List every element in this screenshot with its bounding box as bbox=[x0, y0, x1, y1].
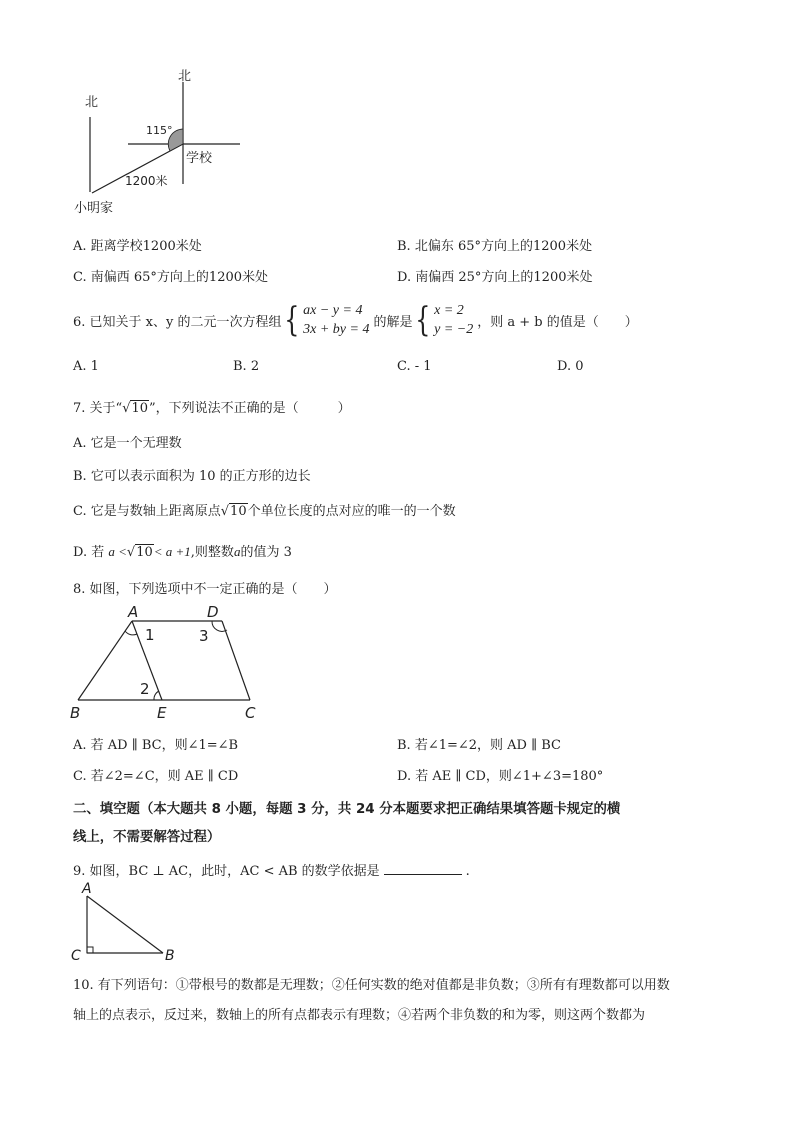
q7-option-a: A. 它是一个无理数 bbox=[73, 436, 182, 451]
q7-option-d-end: 的值为 3 bbox=[240, 545, 292, 560]
q6-brace-1: { bbox=[284, 300, 300, 340]
q7-suffix: ”，下列说法不正确的是（ ） bbox=[149, 401, 351, 416]
q6-system bbox=[303, 301, 369, 339]
home-label: 小明家 bbox=[74, 201, 114, 216]
parallelogram-figure bbox=[65, 603, 275, 723]
q7-option-c-post: 个单位长度的点对应的唯一的一个数 bbox=[247, 504, 456, 519]
q6-eq1: ax − y = 4 bbox=[303, 303, 363, 318]
north-label-home: 北 bbox=[85, 95, 99, 110]
q7-option-d-expr2: < a +1 bbox=[153, 544, 191, 559]
q5-option-a: A. 距离学校1200米处 bbox=[73, 239, 202, 254]
q9-prefix: 9. 如图，BC ⊥ AC，此时，AC < AB 的数学依据是 bbox=[73, 864, 380, 879]
q6-sol2: y = −2 bbox=[434, 322, 474, 337]
q6-mid: 的解是 bbox=[373, 314, 413, 330]
q7-option-c bbox=[73, 500, 456, 519]
q7-option-d-post: ,则整数 bbox=[190, 545, 234, 560]
direction-figure bbox=[60, 62, 260, 222]
q7-option-c-pre: C. 它是与数轴上距离原点 bbox=[73, 504, 221, 519]
q7-option-d bbox=[73, 541, 292, 560]
q9-answer-blank bbox=[384, 862, 462, 875]
q6-eq2: 3x + by = 4 bbox=[303, 322, 370, 337]
point-e: E bbox=[157, 704, 167, 722]
q6-sol1: x = 2 bbox=[434, 303, 464, 318]
q6-prefix: 6. 已知关于 x、y 的二元一次方程组 bbox=[73, 314, 282, 330]
section-2-heading-line1: 二、填空题（本大题共 8 小题，每题 3 分，共 24 分本题要求把正确结果填答题卡规定的横 bbox=[73, 802, 621, 817]
q6-option-b: B. 2 bbox=[233, 359, 260, 374]
q6-solution bbox=[434, 301, 473, 339]
angle-2-label: 2 bbox=[140, 680, 150, 698]
q5-option-c: C. 南偏西 65°方向上的1200米处 bbox=[73, 270, 269, 285]
q7-option-d-expr1: a < bbox=[108, 544, 127, 559]
angle-3-label: 3 bbox=[199, 627, 209, 645]
q7-option-d-var: a bbox=[233, 544, 241, 559]
q7-sqrt: √10 bbox=[122, 401, 149, 416]
q6-option-c: C. - 1 bbox=[397, 359, 432, 374]
q9-stem bbox=[73, 860, 470, 879]
q7-option-d-pre: D. 若 bbox=[73, 545, 105, 560]
point-c: C bbox=[245, 704, 256, 722]
section-2-heading-line2: 线上，不需要解答过程） bbox=[73, 830, 221, 845]
q6-option-a: A. 1 bbox=[73, 359, 99, 374]
q6-option-d: D. 0 bbox=[557, 359, 584, 374]
q7-option-d-sqrt: √10 bbox=[126, 545, 153, 560]
q9-suffix: . bbox=[465, 864, 470, 879]
q7-option-d-radicand: 10 bbox=[136, 545, 153, 560]
q5-option-d: D. 南偏西 25°方向上的1200米处 bbox=[397, 270, 593, 285]
q8-option-a: A. 若 AD ∥ BC，则∠1=∠B bbox=[73, 738, 239, 753]
q9-point-a: A bbox=[82, 881, 92, 897]
q6-suffix: ，则 a + b 的值是（ ） bbox=[477, 314, 638, 330]
school-label: 学校 bbox=[186, 151, 213, 166]
q6-brace-2: { bbox=[415, 300, 431, 340]
q7-option-b: B. 它可以表示面积为 10 的正方形的边长 bbox=[73, 469, 311, 484]
q8-option-b: B. 若∠1=∠2，则 AD ∥ BC bbox=[397, 738, 561, 753]
angle-label: 115° bbox=[146, 124, 173, 137]
q5-option-b: B. 北偏东 65°方向上的1200米处 bbox=[397, 239, 593, 254]
distance-label: 1200米 bbox=[125, 174, 168, 188]
point-b: B bbox=[70, 704, 81, 722]
q10-line1: 10. 有下列语句：①带根号的数都是无理数；②任何实数的绝对值都是非负数；③所有有理数都可以用数 bbox=[73, 978, 670, 993]
q8-stem: 8. 如图，下列选项中不一定正确的是（ ） bbox=[73, 582, 337, 597]
right-triangle-figure bbox=[65, 878, 185, 966]
q6-stem bbox=[73, 298, 638, 342]
q7-prefix: 7. 关于“ bbox=[73, 401, 123, 416]
q7-option-c-radicand: 10 bbox=[230, 504, 247, 519]
q7-radicand: 10 bbox=[131, 401, 149, 416]
angle-1-label: 1 bbox=[145, 626, 155, 644]
q8-option-c: C. 若∠2=∠C，则 AE ∥ CD bbox=[73, 769, 239, 784]
q9-point-c: C bbox=[71, 948, 81, 964]
north-label-school: 北 bbox=[178, 69, 192, 84]
q10-line2: 轴上的点表示，反过来，数轴上的所有点都表示有理数；④若两个非负数的和为零，则这两个数都为 bbox=[73, 1008, 646, 1023]
q9-point-b: B bbox=[165, 948, 175, 964]
q7-option-c-sqrt: √10 bbox=[220, 504, 247, 519]
point-d: D bbox=[207, 603, 219, 621]
point-a: A bbox=[128, 603, 139, 621]
q7-stem bbox=[73, 397, 351, 416]
q8-option-d: D. 若 AE ∥ CD，则∠1+∠3=180° bbox=[397, 769, 604, 784]
